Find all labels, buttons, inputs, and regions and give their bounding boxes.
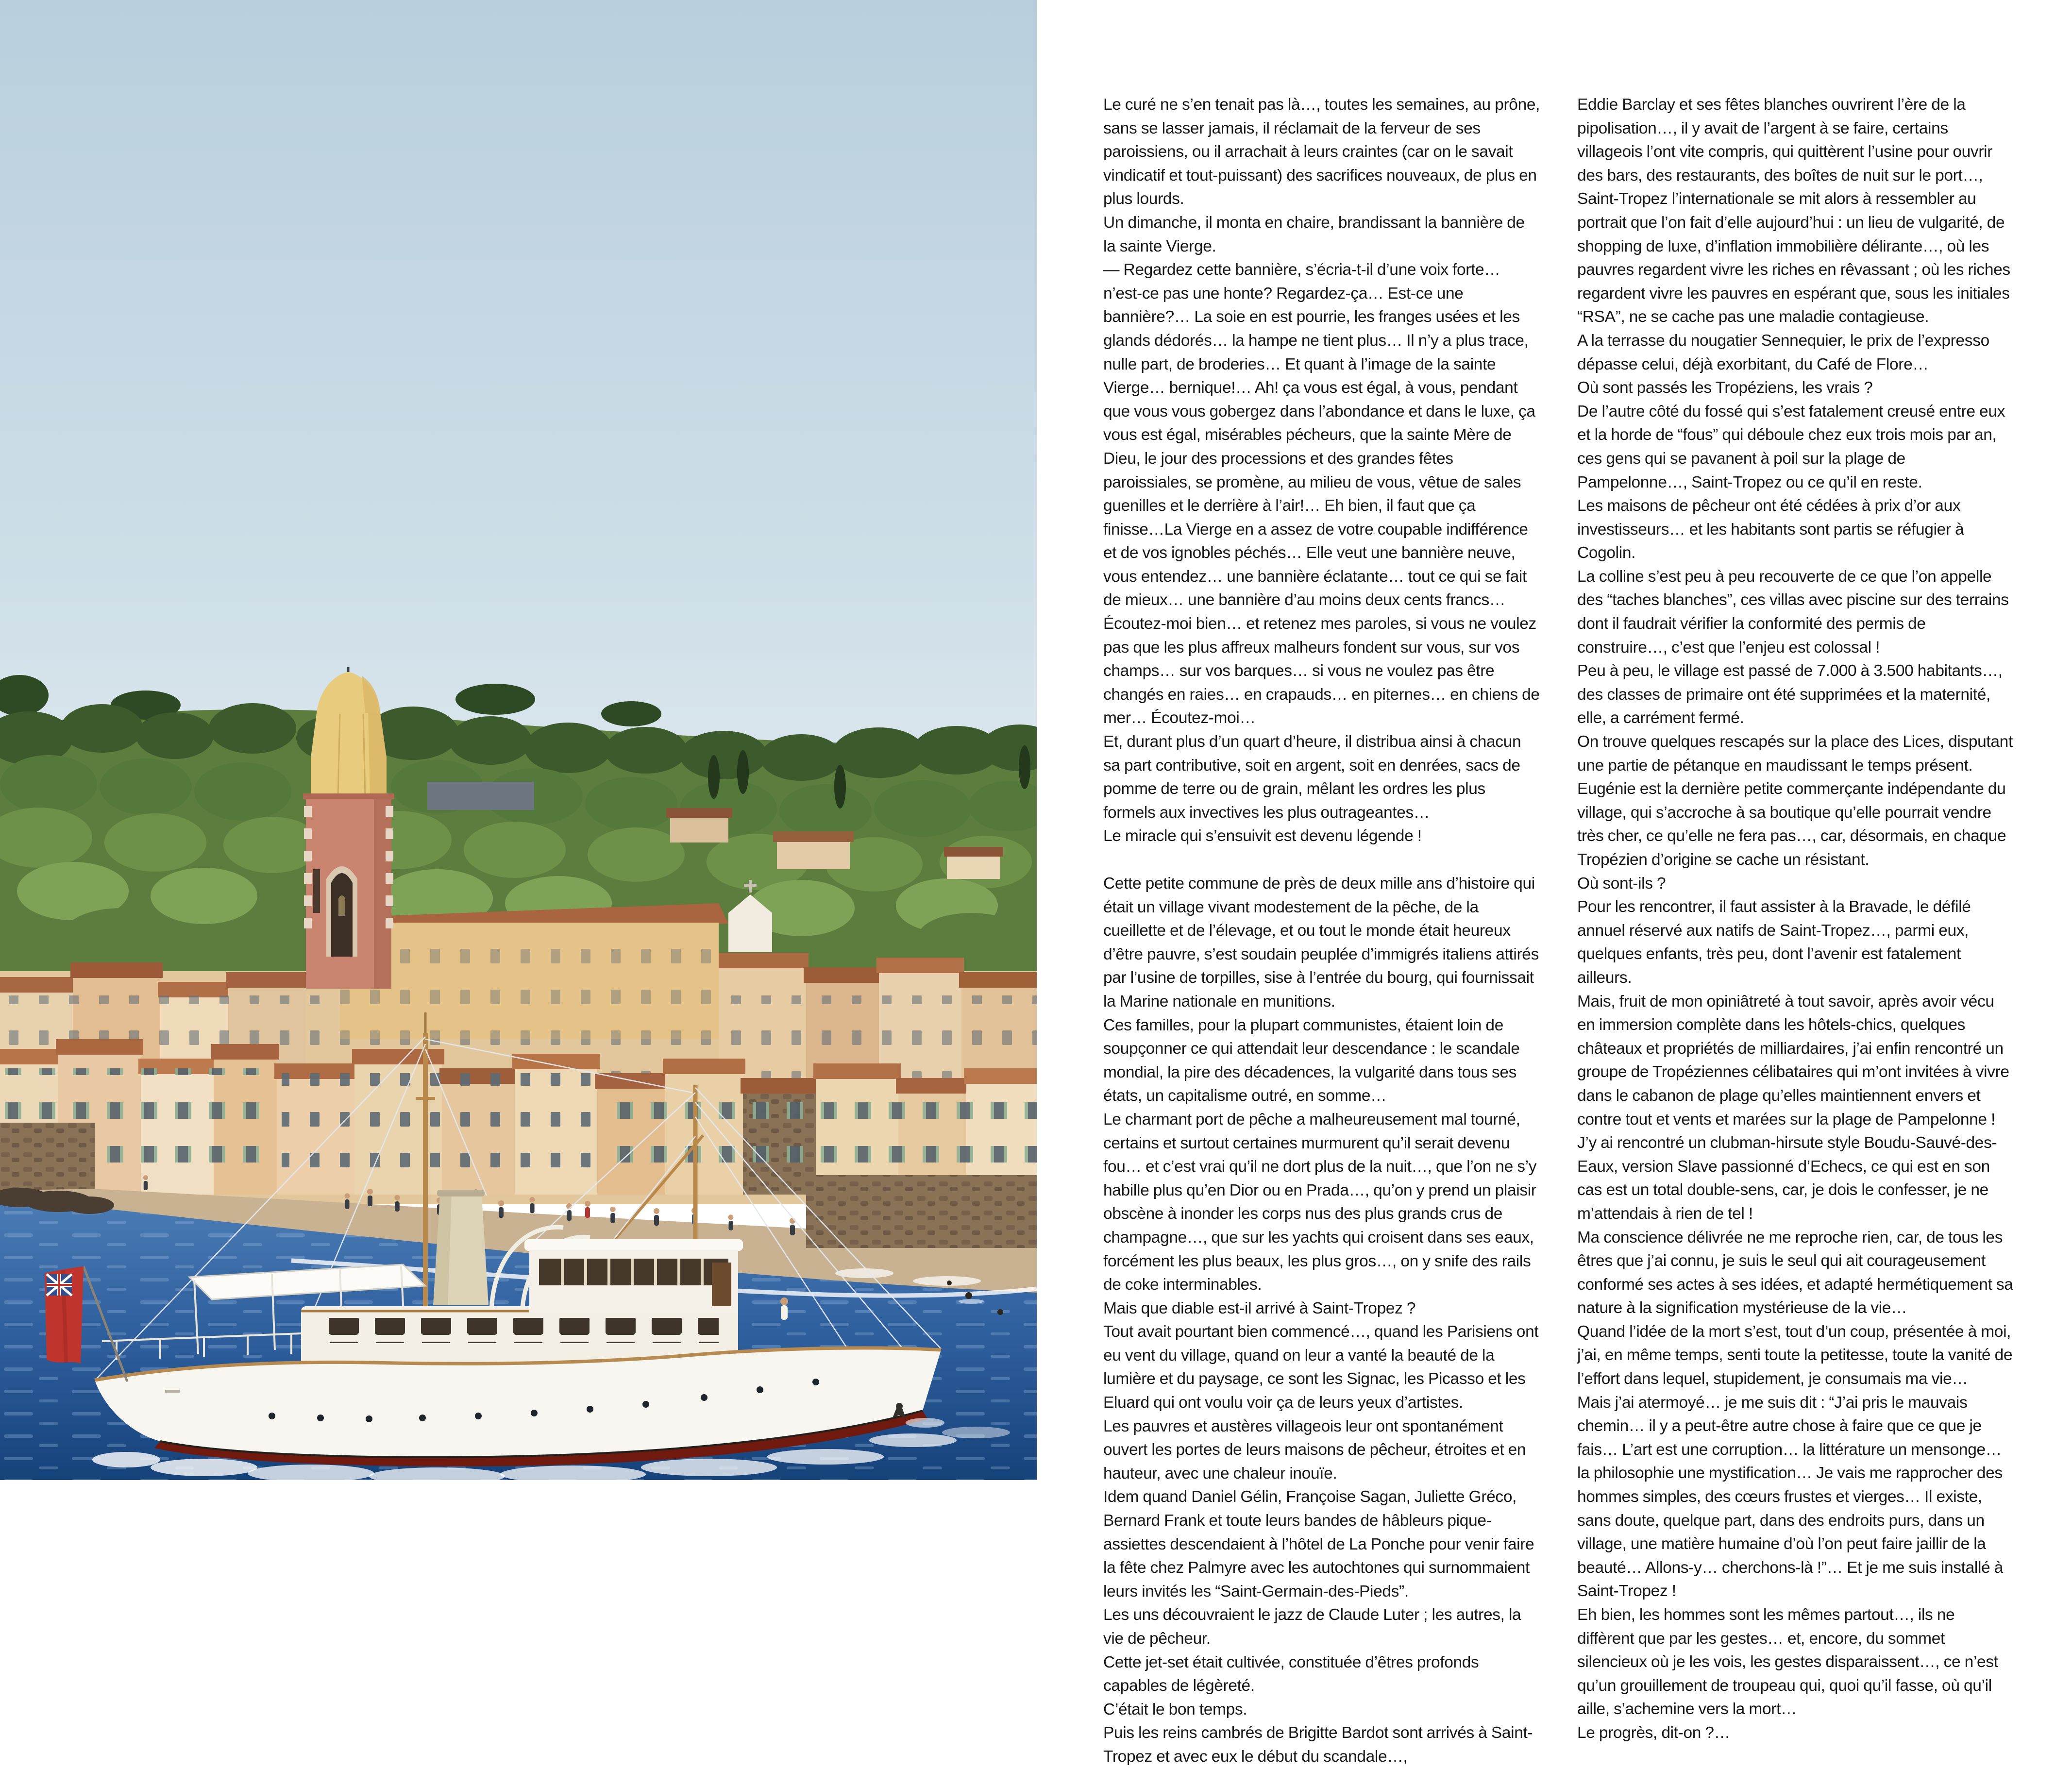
paragraph: Cette petite commune de près de deux mille ans d’histoire qui était un village vivant modestement de la pêche, de la cueillette et de l’élevage, et ou tout le monde était heureux d’être pauvre, s’est soudain peuplée d’immigrés italiens attirés par l’usine de torpilles, sise à l’entrée du bourg, qui fournissait la Marine nationale en munitions.: [1103, 875, 1539, 1011]
paragraph: Puis les reins cambrés de Brigitte Bardot sont arrivés à Saint-Tropez et avec eux le début du scandale…,: [1103, 1724, 1533, 1766]
article-column-2: [1577, 93, 2014, 1745]
paragraph: Mais que diable est-il arrivé à Saint-Tropez ?: [1103, 1299, 1416, 1317]
paragraph: Eddie Barclay et ses fêtes blanches ouvrirent l’ère de la pipolisation…, il y avait de l’argent à se faire, certains villageois l’ont vite compris, qui quittèrent l’usine pour ouvrir des bars, des restaurants, des boîtes de nuit sur le port…, Saint-Tropez l’internationale se mit alors à ressembler au portrait que l’on fait d’elle aujourd’hui : un lieu de vulgarité, de shopping de luxe, d’inflation immobilière délirante…, où les pauvres regardent vivre les riches en rêvassant ; où les riches regardent vivre les pauvres en espérant que, sous les initiales “RSA”, ne se cache pas une maladie contagieuse.: [1577, 96, 2010, 326]
paragraph: A la terrasse du nougatier Sennequier, le prix de l’expresso dépasse celui, déjà exorbitant, du Café de Flore…: [1577, 331, 1989, 373]
paragraph: Les uns découvraient le jazz de Claude Luter ; les autres, la vie de pêcheur.: [1103, 1606, 1521, 1648]
paragraph: Quand l’idée de la mort s’est, tout d’un coup, présentée à moi, j’ai, en même temps, senti toute la petitesse, toute la vanité de l’effort dans lequel, stupidement, je consumais ma vie…: [1577, 1322, 2013, 1388]
paragraph: — Regardez cette bannière, s’écria-t-il d’une voix forte… n’est-ce pas une honte? Regardez-ça… Est-ce une bannière?… La soie en est pourrie, les franges usées et les glands dédorés… la hampe ne tient plus… Il n’y a plus trace, nulle part, de broderies… Et quant à l’image de la sainte Vierge… bernique!… Ah! ça vous est égal, à vous, pendant que vous vous gobergez dans l’abondance et dans le luxe, ça vous est égal, misérables pécheurs, que la sainte Mère de Dieu, le jour des processions et des grandes fêtes paroissiales, se promène, au milieu de vous, vêtue de sales guenilles et le derrière à l’air!… Eh bien, il faut que ça finisse…La Vierge en a assez de votre coupable indifférence et de vos ignobles péchés… Elle veut une bannière neuve, vous entendez… une bannière éclatante… tout ce qui se fait de mieux… une bannière d’au moins deux cents francs… Écoutez-moi bien… et retenez mes paroles, si vous ne voulez pas que les plus affreux malheurs fondent sur vous, sur vos champs… sur vos barques… si vous ne voulez pas être changés en raies… en crapauds… en piternes… en chiens de mer… Écoutez-moi…: [1103, 261, 1540, 727]
paragraph: Eh bien, les hommes sont les mêmes partout…, ils ne diffèrent que par les gestes… et, encore, du sommet silencieux où je les vois, les gestes disparaissent…, ce n’est qu’un grouillement de troupeau qui, quoi qu’il fasse, où qu’il aille, s’achemine vers la mort…: [1577, 1606, 1998, 1718]
paragraph: Où sont passés les Tropéziens, les vrais ?: [1577, 379, 1873, 397]
paragraph: J’y ai rencontré un clubman-hirsute style Boudu-Sauvé-des-Eaux, version Slave passionné d’Echecs, ce qui est en son cas est un total double-sens, car, je dois le confesser, je ne m’attendais à rien de tel !: [1577, 1134, 1997, 1223]
paragraph: Tout avait pourtant bien commencé…, quand les Parisiens ont eu vent du village, quand on leur a vanté la beauté de la lumière et du paysage, ce sont les Signac, les Picasso et les Eluard qui ont voulu voir ça de leurs yeux d’artistes.: [1103, 1323, 1539, 1412]
paragraph: Les pauvres et austères villageois leur ont spontanément ouvert les portes de leurs maisons de pêcheur, étroites et en hauteur, avec une chaleur inouïe.: [1103, 1417, 1526, 1483]
paragraph: Où sont-ils ?: [1577, 874, 1666, 893]
paragraph-spacer: [1103, 848, 1540, 872]
paragraph: Cette jet-set était cultivée, constituée d’êtres profonds capables de légèreté.: [1103, 1653, 1479, 1695]
paragraph: Un dimanche, il monta en chaire, brandissant la bannière de la sainte Vierge.: [1103, 213, 1525, 255]
paragraph: Le progrès, dit-on ?…: [1577, 1723, 1730, 1742]
paragraph: Idem quand Daniel Gélin, Françoise Sagan, Juliette Gréco, Bernard Frank et toute leurs bandes de hâbleurs pique-assiettes descendaient à l’hôtel de La Ponche pour venir faire la fête chez Palmyre avec les autochtones qui surnommaient leurs invités les “Saint-Germain-des-Pieds”.: [1103, 1488, 1534, 1601]
paragraph: Le miracle qui s’ensuivit est devenu légende !: [1103, 827, 1422, 845]
paragraph: On trouve quelques rescapés sur la place des Lices, disputant une partie de pétanque en maudissant le temps présent.: [1577, 733, 2013, 775]
yacht-funnel: [433, 1190, 489, 1305]
paragraph: Et, durant plus d’un quart d’heure, il distribua ainsi à chacun sa part contributive, soit en argent, soit en denrées, sacs de pomme de terre ou de grain, mêlant les ordres les plus formels aux invectives les plus outrageantes…: [1103, 733, 1521, 822]
paragraph: Mais, fruit de mon opiniâtreté à tout savoir, après avoir vécu en immersion complète dans les hôtels-chics, quelques châteaux et propriétés de milliardaires, j’ai enfin rencontré un groupe de Tropéziennes célibataires qui m’ont invitées à vivre dans le cabanon de plage qu’elles maintiennent envers et contre tout et vents et marées sur la plage de Pampelonne !: [1577, 992, 2009, 1129]
union-jack-canton: [47, 1274, 72, 1296]
paragraph: Ces familles, pour la plupart communistes, étaient loin de soupçonner ce qui attendait leur descendance : le scandale mondial, la pire des décadences, la vulgarité dans tous ses états, un capitalisme outré, en somme…: [1103, 1016, 1520, 1105]
paragraph: Eugénie est la dernière petite commerçante indépendante du village, qui s’accroche à sa boutique qu’elle pourrait vendre très cher, ce qu’elle ne fera pas…, car, désormais, en chaque Tropézien d’origine se cache un résistant.: [1577, 780, 2006, 869]
paragraph: La colline s’est peu à peu recouverte de ce que l’on appelle des “taches blanches”, ces villas avec piscine sur des terrains dont il faudrait vérifier la conformité des permis de construire…, c’est que l’enjeu est colossal !: [1577, 567, 2009, 657]
article-column-1: [1103, 93, 1540, 1769]
paragraph: Mais j’ai atermoyé… je me suis dit : “J’ai pris le mauvais chemin… il y a peut-être autre chose à faire que ce que je fais… L’art est une corruption… la littérature un mensonge… la philosophie une mystification… Je vais me rapprocher des hommes simples, des cœurs frustes et vierges… Il existe, sans doute, quelque part, dans des endroits purs, dans un village, une matière humaine d’où l’on peut faire jaillir de la beauté… Allons-y… cherchons-là !”… Et je me suis installé à Saint-Tropez !: [1577, 1393, 2003, 1601]
paragraph: Le charmant port de pêche a malheureusement mal tourné, certains et surtout certaines murmurent qu’il serait devenu fou… et c’est vrai qu’il ne dort plus de la nuit…, que l’on ne s’y habille plus qu’en Dior ou en Prada…, qu’on y prend un plaisir obscène à inonder les corps nus des plus grands crus de champagne…, que sur les yachts qui croisent dans ses eaux, forcément les plus beaux, les plus gros…, on y snife des rails de coke interminables.: [1103, 1110, 1537, 1294]
paragraph: De l’autre côté du fossé qui s’est fatalement creusé entre eux et la horde de “fous” qui déboule chez eux trois mois par an, ces gens qui se pavanent à poil sur la plage de Pampelonne…, Saint-Tropez ou ce qu’il en reste.: [1577, 402, 2005, 491]
paragraph: Peu à peu, le village est passé de 7.000 à 3.500 habitants…, des classes de primaire ont été supprimées et la maternité, elle, a carrément fermé.: [1577, 662, 2003, 727]
paragraph: Les maisons de pêcheur ont été cédées à prix d’or aux investisseurs… et les habitants sont partis se réfugier à Cogolin.: [1577, 497, 1964, 562]
paragraph: Ma conscience délivrée ne me reproche rien, car, de tous les êtres que j’ai connu, je suis le seul qui ait courageusement conformé ses actes à ses idées, et adapté hermétiquement sa nature à la signification mystérieuse de la vie…: [1577, 1228, 2013, 1317]
saint-tropez-photo: [0, 0, 1037, 1480]
paragraph: Pour les rencontrer, il faut assister à la Bravade, le défilé annuel réservé aux natifs de Saint-Tropez…, parmi eux, quelques enfants, très peu, dont l’avenir est fatalement ailleurs.: [1577, 898, 1971, 987]
photo-canvas: [0, 0, 1037, 1480]
paragraph: C’était le bon temps.: [1103, 1700, 1247, 1718]
paragraph: Le curé ne s’en tenait pas là…, toutes les semaines, au prône, sans se lasser jamais, il réclamait de la ferveur de ses paroissiens, ou il arrachait à leurs craintes (car on le savait vindicatif et tout-puissant) des sacrifices nouveaux, de plus en plus lourds.: [1103, 96, 1540, 208]
